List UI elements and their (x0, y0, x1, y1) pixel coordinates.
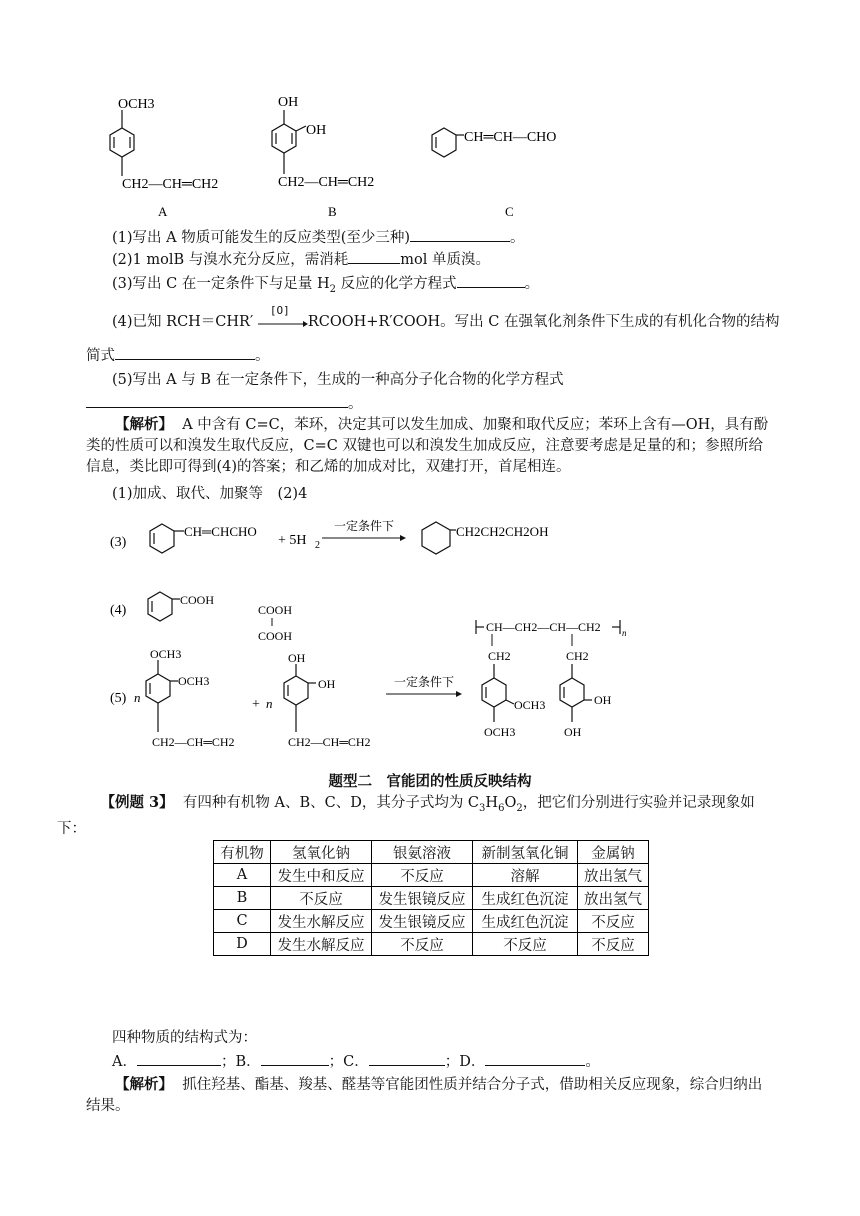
equation-3-figure (100, 512, 570, 572)
eq5-n2: n (266, 696, 273, 711)
table-row (214, 933, 649, 956)
eq3-plus: + 5H (278, 533, 307, 548)
analysis-1-text: A 中含有 C=C，苯环，决定其可以发生加成、加聚和取代反应；苯环上含有—OH，具有酚类的性质可以和溴发生取代反应，C=C 双键也可以和溴发生加成反应，注意要考虑是足量的和；参照所给信息，类比即可得到(4)的答案；和乙烯的加成对比，双建打开，首尾相连。 (86, 417, 769, 475)
eq5-condition: 一定条件下 (394, 675, 455, 689)
label-b: B (328, 204, 337, 219)
eq5-poly-och3-bottom: OCH3 (484, 725, 516, 739)
polymer-left-ring (482, 664, 514, 722)
q4-blank (115, 344, 255, 360)
question-5-cont (86, 392, 363, 414)
eq3-sub: 2 (315, 540, 320, 551)
structures-abc-figure (100, 88, 640, 223)
table-header: 金属钠 (578, 841, 649, 864)
structure-c (432, 128, 464, 157)
q3-text-b: 反应的化学方程式 (335, 276, 457, 292)
eq5-poly-n: n (622, 628, 627, 638)
table-cell: 溶解 (473, 864, 578, 887)
table-cell: 发生水解反应 (271, 933, 372, 956)
q4-text-c: 简式 (86, 348, 115, 364)
example-3-sub2: 6 (498, 802, 505, 814)
analysis-1-label: 【解析】 (115, 416, 173, 433)
cyclohexane-ring-eq3 (422, 522, 456, 554)
example-3-mid2: O (504, 795, 517, 811)
eq4-num: (4) (110, 603, 127, 618)
example-3-text-b: ，把它们分别进行实验并记录现象如 (522, 795, 755, 811)
q3-blank (457, 272, 525, 288)
answer-b-blank (261, 1050, 329, 1066)
monomer-a-ring (146, 660, 178, 732)
q1-text: (1)写出 A 物质可能发生的反应类型(至少三种) (112, 230, 411, 246)
question-3 (112, 272, 539, 300)
q1-blank (410, 226, 510, 242)
b-oh-side: OH (306, 123, 327, 138)
question-4 (112, 304, 780, 332)
q4-arrow (258, 304, 308, 329)
question-4-cont (86, 344, 270, 366)
structures-intro (112, 1028, 257, 1048)
answers-1-2 (112, 484, 307, 504)
answers-1-2-text: (1)加成、取代、加聚等 (2)4 (112, 486, 308, 502)
table-cell: 不反应 (271, 887, 372, 910)
table-cell: D (214, 933, 271, 956)
table-row (214, 864, 649, 887)
table-header: 氢氧化钠 (271, 841, 372, 864)
eq5-plus: + (252, 697, 260, 712)
eq4-cooh: COOH (180, 593, 215, 607)
q3-end: 。 (524, 276, 540, 292)
eq5-poly-oh-right: OH (594, 693, 612, 707)
answer-b-label: ；B． (220, 1054, 261, 1070)
answer-a-blank (137, 1050, 221, 1066)
structures-intro-text: 四种物质的结构式为： (112, 1030, 257, 1046)
table-header: 新制氢氧化铜 (473, 841, 578, 864)
table-cell: 放出氢气 (578, 864, 649, 887)
section-2-title: 题型二 官能团的性质反映结构 (328, 773, 532, 790)
question-1 (112, 226, 525, 248)
table-cell: 发生中和反应 (271, 864, 372, 887)
table-cell: 不反应 (578, 933, 649, 956)
eq5-num: (5) (110, 691, 127, 706)
benzene-ring-eq3 (150, 524, 184, 553)
answer-c-blank (369, 1050, 445, 1066)
q4-arrow-label: [O] (269, 304, 290, 317)
table-cell: A (214, 864, 271, 887)
q3-text: (3)写出 C 在一定条件下与足量 H (112, 276, 330, 292)
q5-blank (86, 392, 348, 408)
eq5-chain-a: CH2—CH═CH2 (152, 735, 235, 749)
q4-text: (4)已知 RCH＝CHR′ (112, 314, 254, 330)
analysis-1 (86, 414, 776, 478)
analysis-2 (86, 1074, 776, 1117)
table-header: 银氨溶液 (372, 841, 473, 864)
table-cell: 不反应 (473, 933, 578, 956)
answer-end: 。 (585, 1054, 600, 1070)
structure-b (272, 110, 306, 174)
question-5 (112, 370, 564, 390)
structures-answer-line (112, 1050, 600, 1072)
eq5-poly-och3-mid: OCH3 (514, 698, 546, 712)
table-cell: C (214, 910, 271, 933)
structure-a (110, 110, 134, 176)
example-3-text-a: 有四种有机物 A、B、C、D，其分子式均为 C (182, 795, 480, 811)
eq3-num: (3) (110, 535, 127, 550)
eq5-oh-top: OH (288, 651, 306, 665)
q1-end: 。 (510, 230, 525, 246)
example-3 (57, 792, 776, 840)
answer-c-label: ；C． (328, 1054, 369, 1070)
example-3-text-c: 下： (57, 820, 86, 837)
q5-text: (5)写出 A 与 B 在一定条件下，生成的一种高分子化合物的化学方程式 (112, 372, 564, 388)
table-cell: 不反应 (578, 910, 649, 933)
q4-text-b: RCOOH+R′COOH。写出 C 在强氧化剂条件下生成的有机化合物的结构 (307, 314, 780, 330)
c-chain: CH═CH—CHO (464, 130, 557, 145)
a-chain: CH2—CH═CH2 (122, 177, 219, 192)
question-2 (112, 248, 490, 270)
monomer-b-ring (284, 664, 316, 732)
q2-blank (348, 248, 400, 264)
b-chain: CH2—CH═CH2 (278, 175, 375, 190)
eq5-och3-side: OCH3 (178, 674, 210, 688)
eq5-n1: n (134, 690, 141, 705)
table-cell: 不反应 (372, 933, 473, 956)
eq3-condition: 一定条件下 (334, 519, 395, 533)
answer-a-label: A． (112, 1054, 137, 1070)
example-3-sub1: 3 (479, 802, 486, 814)
table-header-row (214, 841, 649, 864)
eq3-reactant: CH═CHCHO (184, 524, 257, 539)
q5-end: 。 (348, 396, 363, 412)
q4-end: 。 (255, 348, 270, 364)
table-cell: 放出氢气 (578, 887, 649, 910)
analysis-2-label: 【解析】 (115, 1076, 173, 1093)
table-row (214, 910, 649, 933)
equation-5-figure (100, 612, 660, 762)
answer-d-blank (485, 1050, 585, 1066)
eq3-product: CH2CH2CH2OH (456, 524, 549, 539)
eq5-poly-oh-bottom: OH (564, 725, 582, 739)
table-cell: 发生水解反应 (271, 910, 372, 933)
label-a: A (158, 204, 168, 219)
eq5-oh-side: OH (318, 677, 336, 691)
label-c: C (505, 204, 514, 219)
answer-d-label: ；D． (444, 1054, 486, 1070)
table-cell: 发生银镜反应 (372, 887, 473, 910)
example-3-sub3: 2 (516, 802, 523, 814)
b-oh-top: OH (278, 95, 299, 110)
polymer-right-ring (560, 664, 592, 722)
q2-text-b: mol 单质溴。 (400, 252, 490, 268)
table-header: 有机物 (214, 841, 271, 864)
eq5-poly-ch2-right: CH2 (566, 649, 589, 663)
a-och3: OCH3 (118, 97, 155, 112)
table-row (214, 887, 649, 910)
table-cell: 不反应 (372, 864, 473, 887)
eq4-oxalic-top: COOH (258, 603, 293, 617)
table-cell: 发生银镜反应 (372, 910, 473, 933)
example-3-label: 【例题 3】 (100, 794, 174, 811)
eq5-poly-ch2-left: CH2 (488, 649, 511, 663)
example-3-mid: H (485, 795, 499, 811)
eq5-och3-top: OCH3 (150, 647, 182, 661)
table-cell: 生成红色沉淀 (473, 910, 578, 933)
observation-table (213, 840, 649, 956)
analysis-2-text: 抓住羟基、酯基、羧基、醛基等官能团性质并结合分子式，借助相关反应现象，综合归纳出结果。 (86, 1077, 763, 1114)
eq5-poly-chain: CH—CH2—CH—CH2 (486, 620, 601, 634)
table-cell: B (214, 887, 271, 910)
q2-text: (2)1 molB 与溴水充分反应，需消耗 (112, 252, 349, 268)
eq5-chain-b: CH2—CH═CH2 (288, 735, 371, 749)
table-cell: 生成红色沉淀 (473, 887, 578, 910)
q3-sub: 2 (329, 283, 336, 295)
eq4-oxalic-bottom: COOH (258, 629, 293, 643)
